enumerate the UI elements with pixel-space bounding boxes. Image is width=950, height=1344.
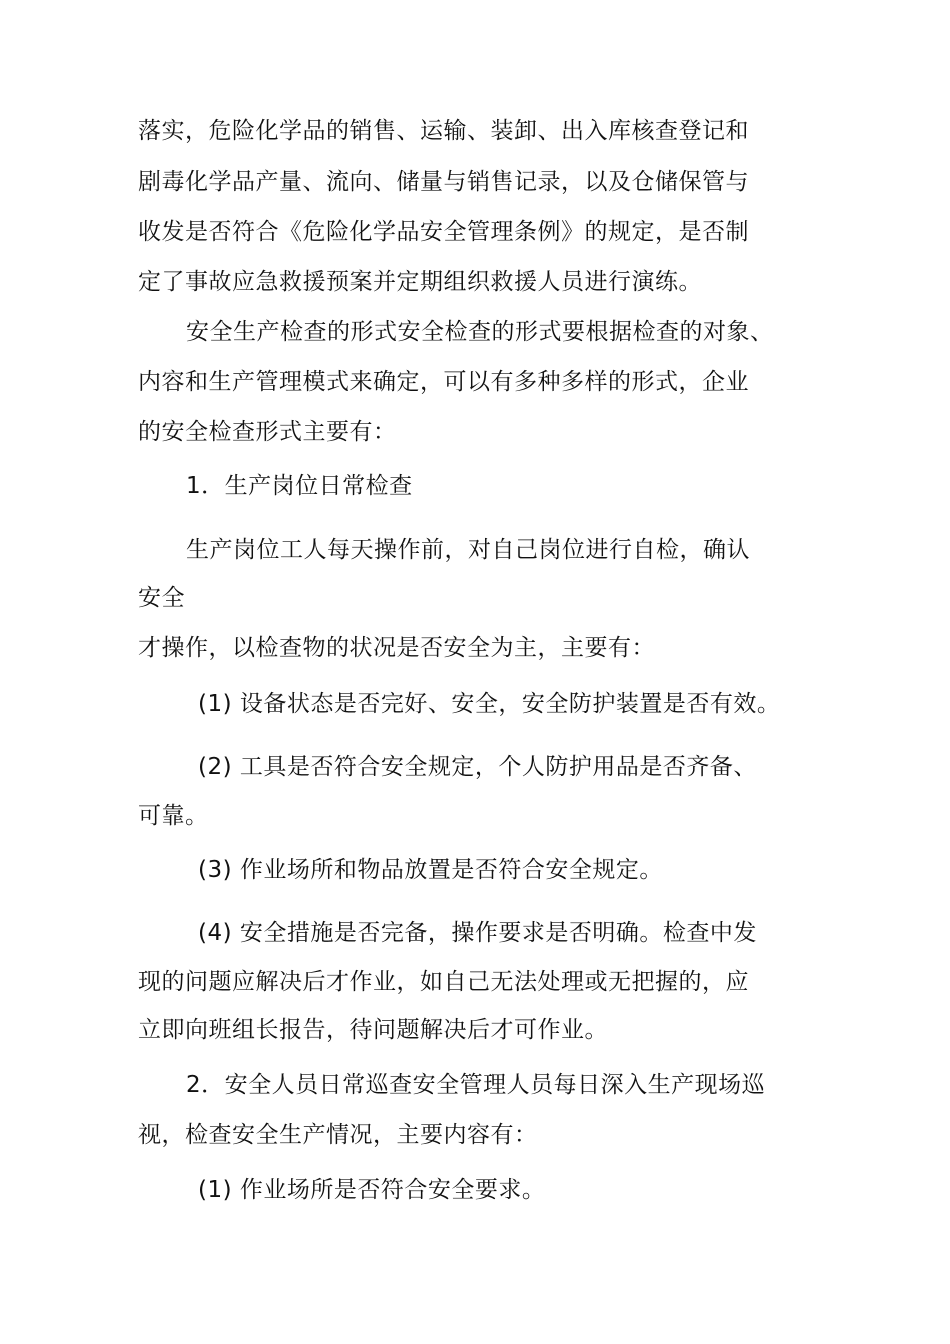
list-item-2-cont: 可靠。 xyxy=(138,803,209,829)
section-heading-1: 1．生产岗位日常检查 xyxy=(186,473,413,499)
paragraph-line-10: 才操作，以检查物的状况是否安全为主，主要有： xyxy=(138,635,655,661)
section-heading-2: 2．安全人员日常巡查安全管理人员每日深入生产现场巡 xyxy=(186,1072,766,1098)
section-heading-2-cont: 视，检查安全生产情况，主要内容有： xyxy=(138,1122,538,1148)
paragraph-line-1: 落实，危险化学品的销售、运输、装卸、出入库核查登记和 xyxy=(138,118,749,144)
list-item-4-cont-2: 立即向班组长报告，待问题解决后才可作业。 xyxy=(138,1017,608,1043)
list-item-5: (1) 作业场所是否符合安全要求。 xyxy=(198,1177,546,1203)
list-item-2: (2) 工具是否符合安全规定，个人防护用品是否齐备、 xyxy=(198,754,757,780)
paragraph-line-8: 生产岗位工人每天操作前，对自己岗位进行自检，确认 xyxy=(186,537,750,563)
paragraph-line-5: 安全生产检查的形式安全检查的形式要根据检查的对象、 xyxy=(186,319,774,345)
list-item-1: (1) 设备状态是否完好、安全，安全防护装置是否有效。 xyxy=(198,691,781,717)
list-item-4: (4) 安全措施是否完备，操作要求是否明确。检查中发 xyxy=(198,920,757,946)
paragraph-line-4: 定了事故应急救援预案并定期组织救援人员进行演练。 xyxy=(138,269,702,295)
list-item-4-cont-1: 现的问题应解决后才作业，如自己无法处理或无把握的，应 xyxy=(138,969,749,995)
paragraph-line-6: 内容和生产管理模式来确定，可以有多种多样的形式，企业 xyxy=(138,369,749,395)
paragraph-line-7: 的安全检查形式主要有： xyxy=(138,419,397,445)
paragraph-line-9: 安全 xyxy=(138,585,185,611)
list-item-3: (3) 作业场所和物品放置是否符合安全规定。 xyxy=(198,857,663,883)
paragraph-line-3: 收发是否符合《危险化学品安全管理条例》的规定，是否制 xyxy=(138,219,749,245)
paragraph-line-2: 剧毒化学品产量、流向、储量与销售记录，以及仓储保管与 xyxy=(138,169,749,195)
